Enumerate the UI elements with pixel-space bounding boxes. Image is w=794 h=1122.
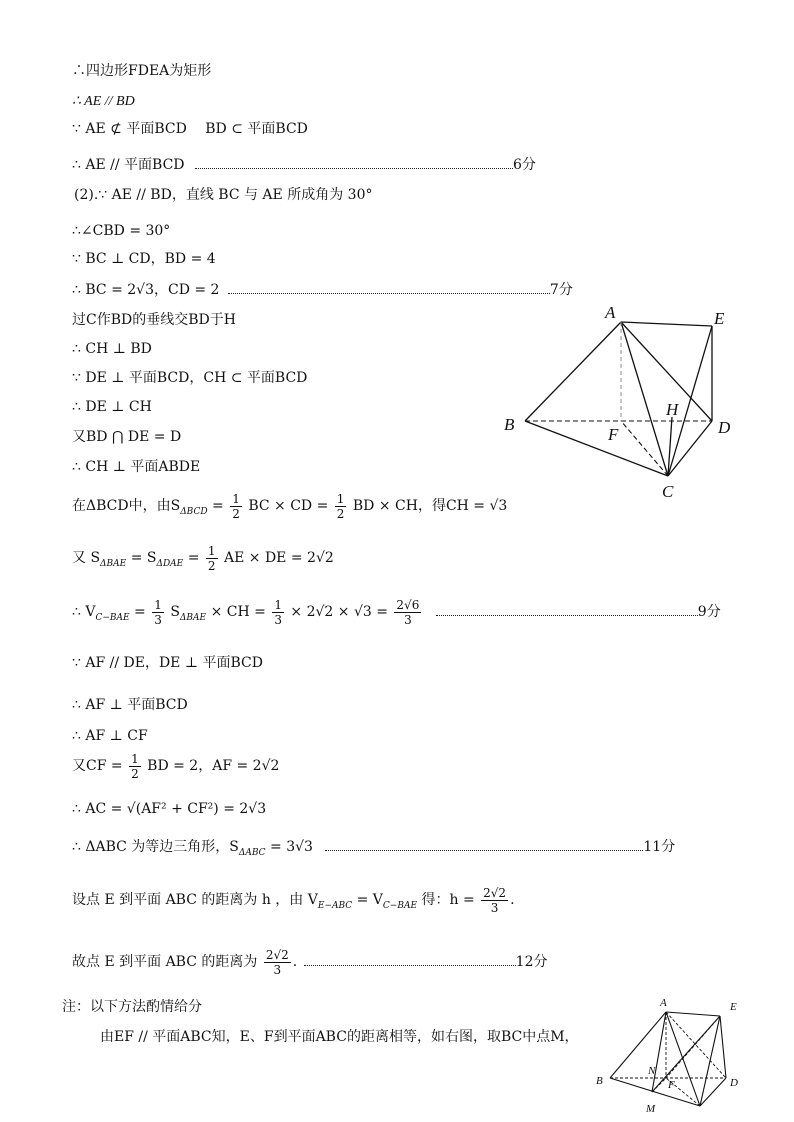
line-alt-method: 由EF // 平面ABC知，E、F到平面ABC的距离相等，如右图，取BC中点M， — [100, 1029, 579, 1045]
label-a: A — [605, 303, 616, 322]
edge-cd — [668, 421, 712, 476]
label-m: M — [646, 1103, 656, 1115]
label-c: C — [662, 482, 674, 501]
label-n: N — [648, 1065, 656, 1077]
leader-dots — [195, 158, 513, 169]
fraction-third: $\frac{1}{3}$ — [154, 597, 162, 627]
line-af-perp-plane: ∴ AF ⊥ 平面BCD — [72, 697, 188, 713]
line-distance-setup: 设点 E 到平面 ABC 的距离为 h ，由 $V_{E-ABC} = V_{C-BAE}$ 得：h = $\frac{2√2}{3}$ . — [72, 885, 515, 915]
geometry-figure-main — [500, 300, 740, 505]
line-area-bcd: 在ΔBCD中，由$S_{\Delta BCD}$ = $\frac{1}{2}$ BC × CD = $\frac{1}{2}$ BD × CH，得CH = √3 — [72, 491, 508, 521]
line-ch-perp-abde: ∴ CH ⊥ 平面ABDE — [72, 459, 201, 475]
line-ac-value: ∴ AC = √(AF² + CF²) = 2√3 — [72, 801, 267, 817]
geometry-figure-alt — [592, 994, 752, 1120]
label-f: F — [668, 1079, 675, 1091]
line-bc-cd-values: ∴ BC = 2√3，CD = 2 7分 — [72, 282, 573, 298]
edge-ab — [525, 322, 621, 421]
line-af-perp-cf: ∴ AF ⊥ CF — [72, 728, 148, 744]
fraction-two-root2-over-3: $\frac{2√2}{3}$ — [483, 885, 507, 915]
line-ch-perp-bd: ∴ CH ⊥ BD — [72, 341, 152, 357]
fraction-half: $\frac{1}{2}$ — [131, 751, 139, 781]
leader-dots — [228, 283, 550, 294]
line-note: 注：以下方法酌情给分 — [62, 999, 202, 1015]
label-h: H — [666, 400, 679, 419]
line-bd-cap-de: 又BD ⋂ DE = D — [72, 429, 182, 445]
label-b: B — [596, 1075, 603, 1087]
line-part2-intro: (2).∵ AE // BD，直线 BC 与 AE 所成角为 30° — [74, 187, 373, 203]
fraction-half: $\frac{1}{2}$ — [232, 491, 240, 521]
edge-cf-dashed — [621, 421, 668, 476]
label-e: E — [730, 1001, 737, 1013]
line-volume-c-bae: ∴ $V_{C-BAE}$ = $\frac{1}{3}$ $S_{\Delta BAE}$ × CH = $\frac{1}{3}$ × 2√2 × √3 = $\frac{2√6}{3}$ 9分 — [72, 597, 721, 627]
leader-dots — [304, 955, 516, 966]
edge-cd — [700, 1078, 726, 1106]
label-b: B — [504, 415, 515, 434]
label-e: E — [714, 309, 725, 328]
line-rectangle: ∴四边形FDEA为矩形 — [72, 63, 212, 79]
line-de-perp-plane: ∵ DE ⊥ 平面BCD，CH ⊂ 平面BCD — [72, 370, 308, 386]
label-f: F — [608, 425, 619, 444]
line-ae-not-in-plane: ∵ AE ⊄ 平面BCD BD ⊂ 平面BCD — [72, 121, 308, 137]
line-angle-cbd: ∴∠CBD = 30° — [72, 223, 171, 239]
edge-ef-dashed — [666, 1016, 720, 1078]
edge-ae — [621, 322, 712, 326]
label-a: A — [660, 997, 667, 1009]
line-bc-perp-cd: ∵ BC ⊥ CD，BD = 4 — [72, 251, 216, 267]
edge-ab — [610, 1012, 666, 1078]
line-ae-parallel-plane: ∴ AE // 平面BCD 6分 — [72, 157, 536, 173]
line-cf-af-values: 又CF = $\frac{1}{2}$ BD = 2，AF = 2√2 — [72, 751, 280, 781]
leader-dots — [436, 605, 698, 616]
label-d: D — [718, 418, 731, 437]
line-de-perp-ch: ∴ DE ⊥ CH — [72, 399, 152, 415]
line-equilateral: ∴ ΔABC 为等边三角形，$S_{\Delta ABC} = 3√3$ 11分 — [72, 839, 676, 858]
edge-ac — [621, 322, 668, 476]
line-construct-h: 过C作BD的垂线交BD于H — [72, 312, 236, 328]
line-area-bae: 又 $S_{\Delta BAE} = S_{\Delta DAE}$ = $\frac{1}{2}$ AE × DE = 2√2 — [72, 543, 334, 573]
label-d: D — [730, 1077, 738, 1089]
edge-ed — [720, 1016, 726, 1078]
edge-bc — [610, 1078, 700, 1106]
fraction-half: $\frac{1}{2}$ — [207, 543, 216, 573]
line-ae-parallel-bd: ∴ AE // BD — [72, 94, 135, 109]
edge-ad-dashed — [666, 1012, 726, 1078]
fraction-half: $\frac{1}{2}$ — [336, 491, 345, 521]
line-distance-result: 故点 E 到平面 ABC 的距离为 $\frac{2√2}{3}$ . 12分 — [72, 947, 548, 977]
line-af-parallel-de: ∵ AF // DE，DE ⊥ 平面BCD — [72, 655, 263, 671]
fraction-two-root2-over-3: $\frac{2√2}{3}$ — [265, 947, 289, 977]
fraction-third: $\frac{1}{3}$ — [274, 597, 282, 627]
leader-dots — [325, 840, 643, 851]
edge-bc — [525, 421, 668, 476]
fraction-two-root6-over-3: $\frac{2√6}{3}$ — [396, 597, 420, 627]
edge-ae — [666, 1012, 720, 1016]
